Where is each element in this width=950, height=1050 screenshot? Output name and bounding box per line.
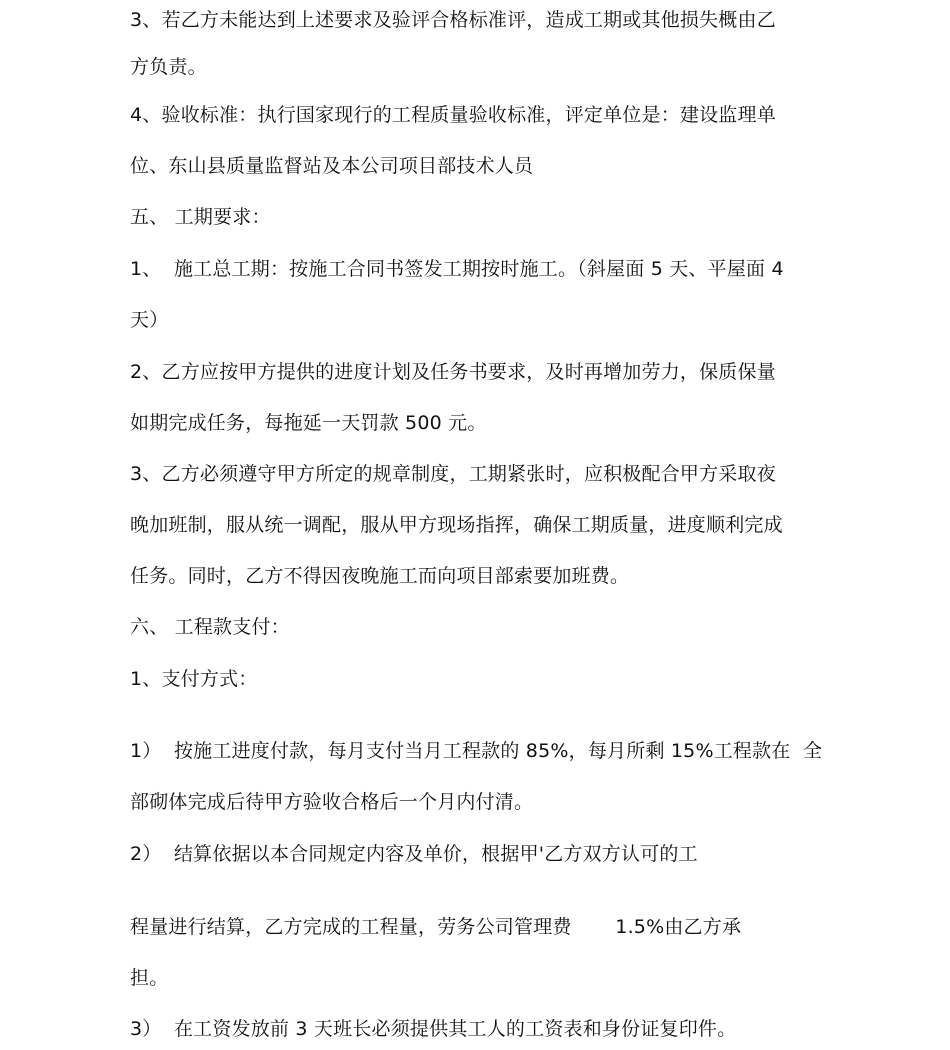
text-line: 3、乙方必须遵守甲方所定的规章制度，工期紧张时，应积极配合甲方采取夜 xyxy=(130,463,776,485)
text-line: 2、乙方应按甲方提供的进度计划及任务书要求，及时再增加劳力，保质保量 xyxy=(130,361,776,383)
text-line: 晚加班制，服从统一调配，服从甲方现场指挥，确保工期质量，进度顺利完成 xyxy=(130,514,783,536)
text-line: 方负责。 xyxy=(130,56,207,78)
text-line: 部砌体完成后待甲方验收合格后一个月内付清。 xyxy=(130,791,534,813)
text-line: 3、若乙方未能达到上述要求及验评合格标准评，造成工期或其他损失概由乙 xyxy=(130,9,776,31)
text-line: 如期完成任务，每拖延一天罚款 500 元。 xyxy=(130,412,487,434)
text-line: 1） 按施工进度付款，每月支付当月工程款的 85%，每月所剩 15%工程款在 全 xyxy=(130,740,823,762)
text-line: 担。 xyxy=(130,967,169,989)
text-line: 1、 施工总工期：按施工合同书签发工期按时施工。（斜屋面 5 天、平屋面 4 xyxy=(130,258,784,280)
text-line: 天） xyxy=(130,309,169,331)
text-line: 位、东山县质量监督站及本公司项目部技术人员 xyxy=(130,155,534,177)
text-line: 任务。同时，乙方不得因夜晚施工而向项目部索要加班费。 xyxy=(130,565,630,587)
text-line: 4、验收标准：执行国家现行的工程质量验收标准，评定单位是：建设监理单 xyxy=(130,104,776,126)
section-heading: 六、 工程款支付： xyxy=(130,616,290,638)
text-line: 程量进行结算，乙方完成的工程量，劳务公司管理费 1.5%由乙方承 xyxy=(130,916,742,938)
section-heading: 五、 工期要求： xyxy=(130,206,271,228)
text-line: 1、支付方式： xyxy=(130,668,258,690)
text-line: 3） 在工资发放前 3 天班长必须提供其工人的工资表和身份证复印件。 xyxy=(130,1018,737,1040)
text-line: 2） 结算依据以本合同规定内容及单价，根据甲'乙方双方认可的工 xyxy=(130,843,698,865)
